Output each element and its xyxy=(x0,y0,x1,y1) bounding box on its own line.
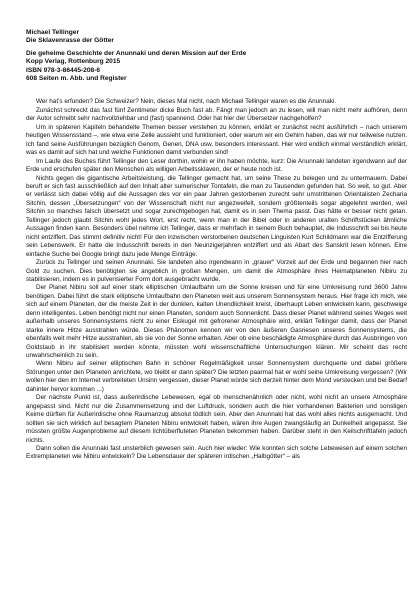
book-subtitle: Die geheime Geschichte der Anunnaki und deren Mission auf der Erde xyxy=(26,49,247,57)
review-paragraph: Der nächste Punkt ist, dass außerirdische Lebewesen, egal ob menschenähnlich oder nicht, wohl nicht an unsere Atmosphäre angepasst sind. Nicht nur die Zusammensetzung und der Luftdruck, sondern auch die hier vorhandenen Bakterien und sonstigen Keime dürften für Außerirdische ohne Raumanzug absolut tödlich sein. Aber den Anunnaki hat das wohl alles nichts ausgemacht. Und sollten sie sich wirklich auf besagtem Planeten Nibiru entwickelt haben, wären ihre Augen zwangsläufig an Dunkelheit angepasst. Sie müssten größte Augenprobleme auf diesem lichtüberfluteten Planeten bekommen haben. Darüber steht in den Keilschrifttafeln jedoch nichts. xyxy=(26,394,407,444)
book-author: Michael Tellinger xyxy=(26,29,80,36)
review-paragraph: Um in späteren Kapiteln behandelte Themen besser verstehen zu können, erklärt er zunächst recht ausführlich – nach unserem heutigen Wissensstand –, wie etwa eine Zelle aussieht und funktioniert, oder warum wir ein Gehirn haben, das wir nur teilweise nutzen. Ich fand seine Ausführungen bezüglich Genom, Genen, DNA usw. besonders interessant. Hier wird endlich einmal verständlich erklärt, was es damit auf sich hat und welche Funktionen damit verbunden sind! xyxy=(26,123,407,157)
review-paragraph: Dann sollen die Anunnaki fast unsterblich gewesen sein. Auch hier wieder: Wie konnten sich solche Lebewesen auf einem solchen Extremplaneten wie Nibiru entwickeln? Die Lebensdauer der späteren irdischen „Halbgötter“ – als xyxy=(26,445,407,461)
book-publisher: Kopp Verlag, Rottenburg 2015 xyxy=(26,58,121,66)
review-paragraph: Zunächst schreckt das fast fünf Zentimeter dicke Buch fast ab. Fängt man jedoch an zu lesen, will man nicht mehr aufhören, denn der Autor schreibt sehr nachvollziehbar und (fast) spannend. Oder hat hier der Übersetzer nachgeholfen? xyxy=(26,106,407,123)
review-paragraph: Zurück zu Tellinger und seinen Anunnaki. Sie landeten also irgendwann in „grauer“ Vorzeit auf der Erde und begannen hier nach Gold zu suchen. Dies benötigten sie angeblich in großen Mengen, um damit die Atmosphäre ihres Heimatplaneten Nibiru zu stabilisieren, indem es in pulverisierter Form dort ausgebracht wurde. xyxy=(26,259,407,283)
book-header xyxy=(26,29,407,83)
review-paragraph: Nichts gegen die gigantische Arbeitsleistung, die Tellinger gemacht hat, um seine These zu belegen und zu untermauern. Dabei beruft er sich fast ausschließlich auf den Inhalt alter sumerischer Tontafeln, die man zu Tausenden gefunden hat. So weit, so gut. Aber er verlässt sich dabei völlig auf die Aussagen des vor ein paar Jahren gestorbenen zurecht sehr umstrittenen Orientalisten Zecharia Sitchin, dessen „Übersetzungen“ von der Wissenschaft nicht nur angezweifelt, sondern größtenteils sogar abgelehnt werden, weil Sitchin so manches falsch übersetzt und sogar zurechtgebogen hat, damit es in sein Thema passt. Das hätte er besser nicht getan. Tellinger jedoch glaubt Sitchin wohl jedes Wort, erst recht, wenn man in der Bibel oder in anderen uralten Schriftstücken ähnliche Aussagen finden kann. Besonders übel nehme ich Tellinger, dass er mehrfach in seinem Buch behauptet, die Indusschrift sei bis heute nicht entziffert. Das stimmt definitiv nicht! Für den inzwischen verstorbenen deutschen Linguisten Kurt Schildmann war die Entzifferung sein Lebenswerk. Er hatte die Indusschrift bereits in den Neunzigerjahren entziffert und als Abart des Sanskrit lesen können. Eine einfache Suche bei Google bringt dazu jede Menge Einträge. xyxy=(26,174,407,258)
review-paragraph: Wer hat’s erfunden? Die Schweizer? Nein, dieses Mal nicht, nach Michael Tellinger waren es die Anunnaki. xyxy=(36,98,337,106)
review-body xyxy=(26,98,407,461)
review-paragraph: Wenn Nibiru auf seiner elliptischen Bahn in schöner Regelmäßigkeit unser Sonnensystem durchquerte und dabei größere Störungen unter den Planeten anrichtete, wo bleibt er dann später? Die letzten paarmal hat er wohl seine Umkreisung vergessen? (Wir wollen hier den im Internet verbreiteten Unsinn vergessen, dieser Planet würde sich derzeit hinter dem Mond verstecken und bei Bedarf dahinter hervor kommen ...) xyxy=(26,360,407,393)
review-paragraph: Im Laufe des Buches führt Tellinger den Leser dorthin, wohin er ihn haben möchte, kurz: Die Anunnaki landeten irgendwann auf der Erde und erschufen später den Menschen als willigen Arbeitssklaven, der er heute noch ist. xyxy=(26,157,407,174)
book-title: Die Sklavenrasse der Götter xyxy=(26,37,114,45)
review-paragraph: Der Planet Nibiru soll auf einer stark elliptischen Umlaufbahn um die Sonne kreisen und für eine Umkreisung rund 3600 Jahre benötigen. Dabei führt die stark elliptische Umlaufbahn den Planeten weit aus unserem Sonnensystem heraus. Hier frage ich mich, wie sich auf einem Planeten, der die meiste Zeit in der dunklen, kalten Unendlichkeit kreist, überhaupt Leben entwickeln kann, geschweige denn intelligentes. Leben benötigt nicht nur einen Planeten, sondern auch Sonnenlicht. Dass dieser Planet während seines Weges weit außerhalb unseres Sonnensystems nicht zu einer Eiskugel mit gefrorener Atmosphäre wird, erklärt Tellinger damit, dass der Planet starke innere Hitze ausstrahlen würde. Dieses Phänomen kennen wir von den äußeren Gasriesen unseres Sonnensystems, die ebenfalls weit mehr Hitze ausstrahlen, als sie von der Sonne erhalten. Aber ob eine beschädigte Atmosphäre durch das Ausbringen von Goldstaub in ihr stabilisiert werden könnte, müssten wohl wissenschaftliche Untersuchungen klären. Mir scheint das recht unwahrscheinlich zu sein. xyxy=(26,284,407,360)
book-isbn: ISBN 978-3-86445-208-6 xyxy=(26,66,101,74)
book-pages: 608 Seiten m. Abb. und Register xyxy=(26,75,127,83)
